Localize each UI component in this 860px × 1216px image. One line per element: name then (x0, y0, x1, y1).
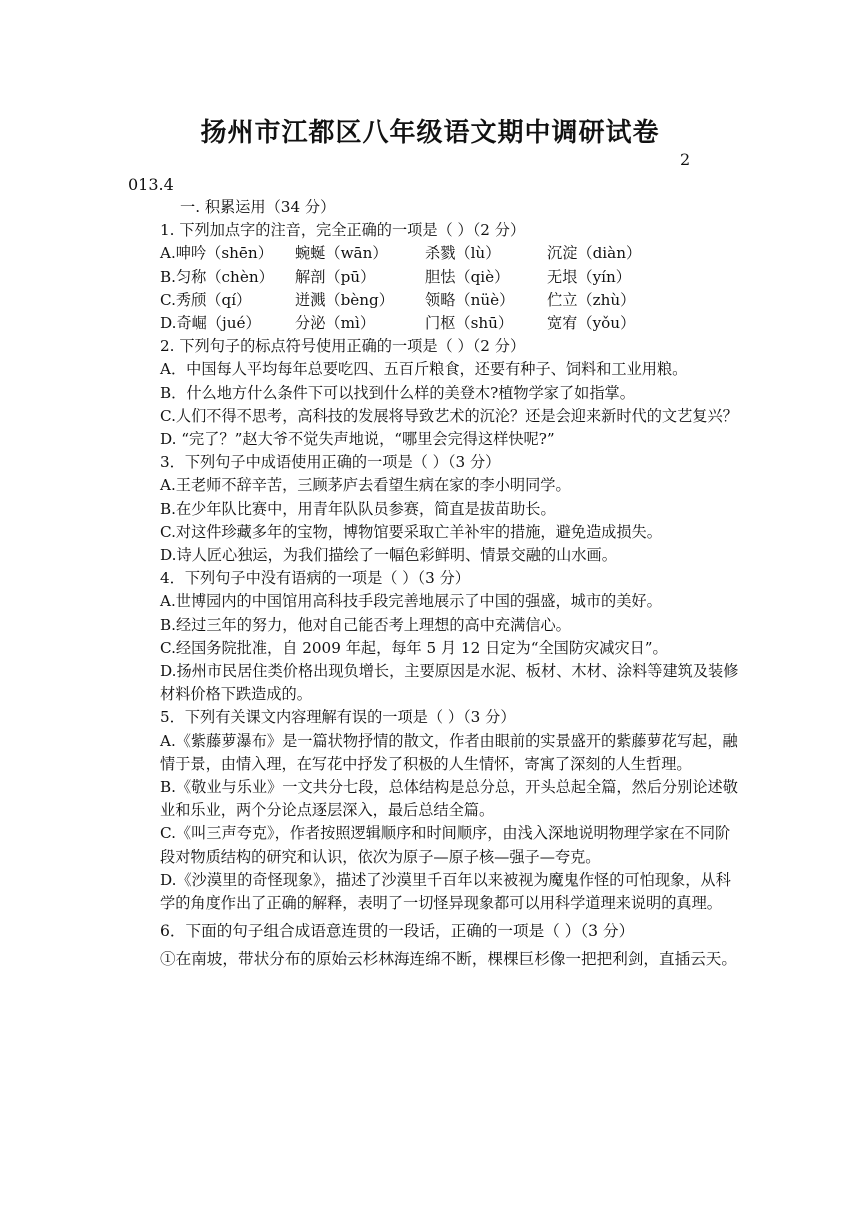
option-item: 蜿蜒（wān） (295, 244, 388, 263)
question-3-stem: 3．下列句子中成语使用正确的一项是（ ）（3 分） (160, 453, 501, 472)
option-item: 解剖（pū） (295, 267, 376, 286)
question-3-option-c: C.对这件珍藏多年的宝物，博物馆要采取亡羊补牢的措施，避免造成损失。 (160, 522, 662, 541)
option-item: B.匀称（chèn） (160, 267, 274, 286)
year-fragment-2: 013.4 (128, 175, 174, 194)
question-3-option-a: A.王老师不辞辛苦，三顾茅庐去看望生病在家的李小明同学。 (160, 476, 571, 495)
option-item: 领略（nüè） (425, 290, 515, 309)
option-item: 门枢（shū） (425, 314, 514, 333)
question-3-option-d: D.诗人匠心独运，为我们描绘了一幅色彩鲜明、情景交融的山水画。 (160, 546, 617, 565)
option-item: C.秀颀（qí） (160, 290, 252, 309)
option-item: D.奇崛（jué） (160, 314, 261, 333)
page-title: 扬州市江都区八年级语文期中调研试卷 (200, 118, 660, 148)
question-5-option-c: C.《叫三声夸克》，作者按照逻辑顺序和时间顺序，由浅入深地说明物理学家在不同阶段对物质结构的研究和认识，依次为原子—原子核—强子—夸克。 (160, 824, 731, 866)
question-2-option-b: B．什么地方什么条件下可以找到什么样的美登木?植物学家了如指掌。 (160, 383, 635, 402)
year-fragment-1: 2 (680, 150, 691, 169)
question-1-option-c (160, 289, 744, 312)
question-5-stem: 5．下列有关课文内容理解有误的一项是（ ）（3 分） (160, 708, 516, 727)
option-item: 迸溅（bèng） (295, 290, 394, 309)
question-2-option-c: C.人们不得不思考，高科技的发展将导致艺术的沉沦？还是会迎来新时代的文艺复兴？ (160, 406, 738, 425)
exam-body (160, 196, 744, 973)
option-item: 沉淀（diàn） (547, 244, 642, 263)
option-item: 胆怯（qiè） (425, 267, 510, 286)
question-3-option-b: B.在少年队比赛中，用青年队队员参赛，简直是拔苗助长。 (160, 499, 556, 518)
option-item: 分泌（mì） (295, 314, 376, 333)
question-2-stem: 2. 下列句子的标点符号使用正确的一项是（ ）（2 分） (160, 337, 526, 356)
option-item: A.呻吟（shēn） (160, 244, 273, 263)
question-6-sentence-1: ①在南坡，带状分布的原始云杉林海连绵不断，棵棵巨杉像一把把利剑，直插云天。 (160, 950, 737, 969)
question-4-option-b: B.经过三年的努力，他对自己能否考上理想的高中充满信心。 (160, 615, 571, 634)
question-1-option-b (160, 266, 744, 289)
question-4-stem: 4．下列句子中没有语病的一项是（ ）（3 分） (160, 569, 470, 588)
question-1-option-a (160, 242, 744, 265)
question-6-stem: 6．下面的句子组合成语意连贯的一段话，正确的一项是（ ）（3 分） (160, 922, 635, 941)
option-item: 伫立（zhù） (547, 290, 636, 309)
question-5-option-a: A.《紫藤萝瀑布》是一篇状物抒情的散文，作者由眼前的实景盛开的紫藤萝花写起，融情于景，由情入理，在写花中抒发了积极的人生情怀，寄寓了深刻的人生哲理。 (160, 731, 738, 773)
option-item: 无垠（yín） (547, 267, 631, 286)
question-1-option-d (160, 312, 744, 335)
question-2-option-d: D. “完了？”赵大爷不觉失声地说，“哪里会完得这样快呢?” (160, 430, 555, 449)
question-1-stem: 1. 下列加点字的注音，完全正确的一项是（ ）（2 分） (160, 221, 526, 240)
option-item: 宽宥（yǒu） (547, 314, 636, 333)
section-heading: 一. 积累运用（34 分） (180, 198, 336, 216)
question-5-option-d: D.《沙漠里的奇怪现象》，描述了沙漠里千百年以来被视为魔鬼作怪的可怕现象，从科学的角度作出了正确的解释，表明了一切怪异现象都可以用科学道理来说明的真理。 (160, 870, 731, 913)
question-5-option-b: B.《敬业与乐业》一文共分七段，总体结构是总分总，开头总起全篇，然后分别论述敬业和乐业，两个分论点逐层深入，最后总结全篇。 (160, 778, 738, 820)
question-4-option-d: D.扬州市民居住类价格出现负增长，主要原因是水泥、板材、木材、涂料等建筑及装修材料价格下跌造成的。 (160, 662, 739, 704)
question-2-option-a: A．中国每人平均每年总要吃四、五百斤粮食，还要有种子、饲料和工业用粮。 (160, 360, 688, 379)
question-4-option-c: C.经国务院批准，自 2009 年起，每年 5 月 12 日定为“全国防灾减灾日”。 (160, 638, 668, 657)
option-item: 杀戮（lù） (425, 244, 501, 263)
question-4-option-a: A.世博园内的中国馆用高科技手段完善地展示了中国的强盛，城市的美好。 (160, 592, 662, 611)
